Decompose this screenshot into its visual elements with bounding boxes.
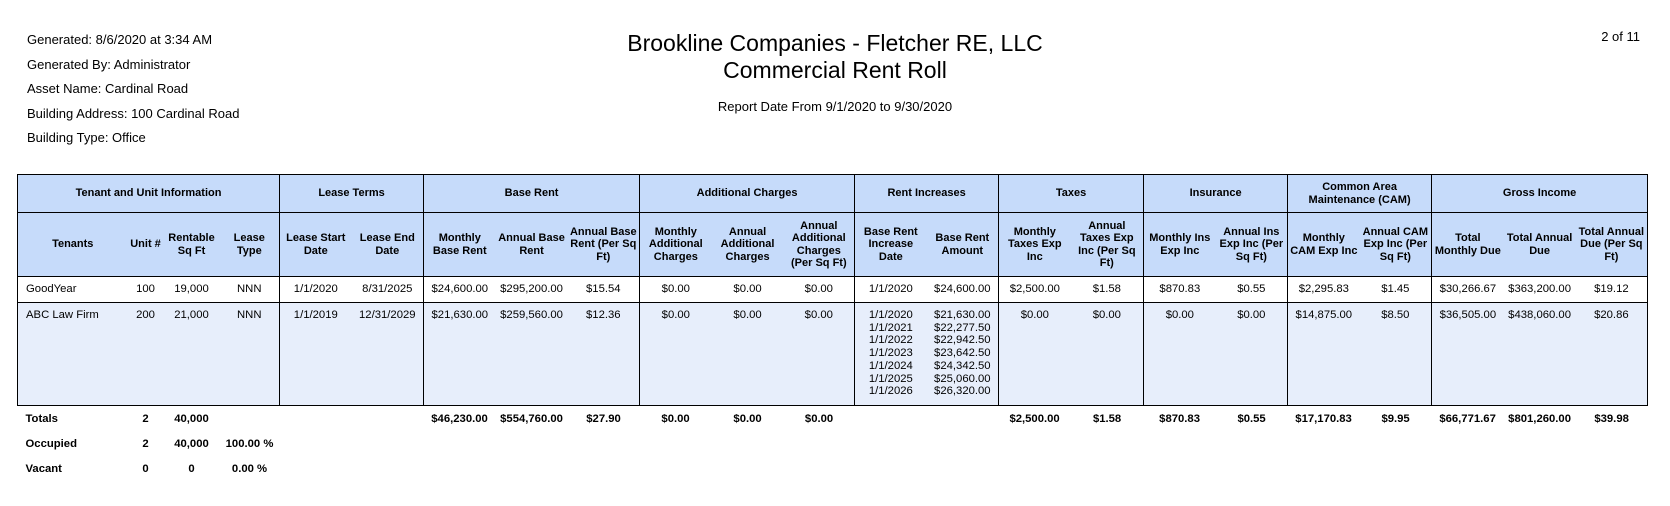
column-header: Base Rent Amount (927, 213, 999, 277)
summary-cell (712, 432, 784, 457)
rent-increase-entry: $24,342.50 (934, 359, 991, 372)
rent-increase-entry: $21,630.00 (934, 309, 991, 321)
column-header: Annual Base Rent (Per Sq Ft) (568, 213, 640, 277)
column-header: Rentable Sq Ft (164, 213, 220, 277)
summary-cell (568, 432, 640, 457)
table-cell: $0.55 (1216, 277, 1288, 303)
summary-cell (280, 432, 352, 457)
summary-cell: 40,000 (174, 413, 209, 425)
table-cell: $15.54 (568, 277, 640, 303)
summary-cell: 40,000 (174, 438, 209, 450)
table-cell: $1.45 (1360, 277, 1432, 303)
summary-row (18, 406, 1648, 433)
tenant-rows (18, 277, 1648, 406)
group-header: Base Rent (424, 175, 640, 213)
table-cell: $36,505.00 (1432, 303, 1504, 406)
table-cell: $0.00 (784, 277, 855, 303)
summary-cell (1216, 457, 1288, 482)
column-header: Annual Additional Charges (Per Sq Ft) (784, 213, 855, 277)
column-header: Total Annual Due (1504, 213, 1576, 277)
table-cell: $12.36 (568, 303, 640, 406)
summary-cell (1144, 457, 1216, 482)
column-header: Annual Base Rent (496, 213, 568, 277)
column-header: Total Monthly Due (1432, 213, 1504, 277)
group-header: Lease Terms (280, 175, 424, 213)
summary-cell (280, 406, 352, 433)
summary-cell: $1.58 (1092, 413, 1122, 425)
summary-cell (1216, 432, 1288, 457)
table-cell: 21,000 (164, 303, 220, 406)
column-header: Annual Taxes Exp Inc (Per Sq Ft) (1071, 213, 1144, 277)
column-header: Monthly Base Rent (424, 213, 496, 277)
group-header: Insurance (1144, 175, 1288, 213)
tenant-name: GoodYear (18, 277, 128, 303)
table-cell: NNN (220, 277, 280, 303)
summary-cell (496, 432, 568, 457)
summary-cell: $2,500.00 (1009, 413, 1060, 425)
table-cell: 1/1/2019 (280, 303, 352, 406)
summary-cell (999, 457, 1071, 482)
column-header-row (18, 213, 1648, 277)
summary-cell (784, 457, 855, 482)
summary-cell: $66,771.67 (1439, 413, 1496, 425)
column-header: Base Rent Increase Date (855, 213, 927, 277)
rent-increase-entry: $24,600.00 (934, 283, 991, 295)
group-header: Common Area Maintenance (CAM) (1288, 175, 1432, 213)
report-title: Commercial Rent Roll (723, 57, 947, 83)
summary-cell (640, 457, 712, 482)
column-header: Lease Type (220, 213, 280, 277)
column-header: Monthly Additional Charges (640, 213, 712, 277)
summary-cell (1144, 432, 1216, 457)
column-header: Tenants (18, 213, 128, 277)
table-cell: $20.86 (1576, 303, 1648, 406)
group-header: Gross Income (1432, 175, 1648, 213)
table-cell: $8.50 (1360, 303, 1432, 406)
summary-cell (1288, 457, 1360, 482)
asset-name: Asset Name: Cardinal Road (27, 81, 189, 96)
summary-cell (352, 457, 424, 482)
table-cell: $363,200.00 (1504, 277, 1576, 303)
table-cell (855, 303, 927, 406)
summary-cell: $0.00 (804, 413, 834, 425)
table-cell: $14,875.00 (1288, 303, 1360, 406)
summary-cell (1504, 457, 1576, 482)
summary-cell (999, 432, 1071, 457)
group-header: Rent Increases (855, 175, 999, 213)
table-cell: $0.00 (712, 277, 784, 303)
summary-cell: $554,760.00 (500, 413, 563, 425)
table-cell: $438,060.00 (1504, 303, 1576, 406)
summary-cell (927, 432, 999, 457)
rent-increase-entry: 1/1/2020 (868, 309, 913, 321)
summary-cell: $17,170.83 (1295, 413, 1352, 425)
summary-cell: 2 (142, 413, 149, 425)
summary-cell: $27.90 (586, 413, 621, 425)
column-header: Unit # (128, 213, 164, 277)
column-header: Monthly Ins Exp Inc (1144, 213, 1216, 277)
rent-increase-entry: 1/1/2025 (868, 372, 913, 385)
summary-cell (1432, 432, 1504, 457)
summary-label: Occupied (25, 438, 77, 450)
table-cell: 12/31/2029 (352, 303, 424, 406)
summary-cell: 0.00 % (231, 463, 268, 475)
summary-rows (18, 406, 1648, 483)
column-header: Annual Additional Charges (712, 213, 784, 277)
rent-increase-entry: $22,277.50 (934, 321, 991, 334)
summary-cell (1576, 457, 1648, 482)
rent-increase-entry: 1/1/2021 (868, 321, 913, 334)
table-cell: $19.12 (1576, 277, 1648, 303)
summary-cell (1071, 457, 1144, 482)
table-cell (855, 277, 927, 303)
summary-cell (855, 406, 927, 433)
summary-label: Vacant (25, 463, 62, 475)
summary-cell (1432, 457, 1504, 482)
column-header: Total Annual Due (Per Sq Ft) (1576, 213, 1648, 277)
rent-roll-table (17, 174, 1648, 482)
summary-cell (424, 432, 496, 457)
rent-increase-entry: 1/1/2024 (868, 359, 913, 372)
summary-label: Totals (25, 413, 58, 425)
summary-cell (712, 457, 784, 482)
summary-cell: $0.00 (661, 413, 690, 425)
table-cell (927, 303, 999, 406)
table-cell: $0.00 (712, 303, 784, 406)
table-cell: $0.00 (999, 303, 1071, 406)
table-row (18, 303, 1648, 406)
group-header-row (18, 175, 1648, 213)
table-cell: $0.00 (640, 303, 712, 406)
summary-cell (352, 406, 424, 433)
summary-cell (1504, 432, 1576, 457)
summary-cell: 0 (142, 463, 149, 475)
table-cell: $0.00 (784, 303, 855, 406)
summary-cell (784, 432, 855, 457)
rent-increase-entry: 1/1/2022 (868, 334, 913, 347)
company-name: Brookline Companies - Fletcher RE, LLC (627, 30, 1043, 56)
summary-cell (1071, 432, 1144, 457)
table-cell: $0.00 (1216, 303, 1288, 406)
page-number: 2 of 11 (1601, 29, 1640, 44)
summary-cell: $46,230.00 (431, 413, 488, 425)
table-cell: 8/31/2025 (352, 277, 424, 303)
group-header: Additional Charges (640, 175, 855, 213)
table-cell: 200 (128, 303, 164, 406)
summary-cell (352, 432, 424, 457)
summary-cell: 0 (188, 463, 195, 475)
summary-cell: 2 (142, 438, 149, 450)
summary-cell (280, 457, 352, 482)
table-cell: $0.00 (1071, 303, 1144, 406)
summary-cell (1360, 457, 1432, 482)
table-cell: $870.83 (1144, 277, 1216, 303)
summary-row (18, 457, 1648, 482)
rent-increase-entry: $25,060.00 (934, 372, 991, 385)
table-row (18, 277, 1648, 303)
rent-increase-entry: $26,320.00 (934, 385, 991, 398)
rent-increase-entry: 1/1/2020 (868, 283, 913, 295)
summary-cell (220, 406, 280, 433)
table-cell: 100 (128, 277, 164, 303)
summary-cell (1360, 432, 1432, 457)
column-header: Lease Start Date (280, 213, 352, 277)
rent-increase-entry: 1/1/2023 (868, 347, 913, 360)
summary-cell: $39.98 (1594, 413, 1629, 425)
rent-increase-entry: 1/1/2026 (868, 385, 913, 398)
summary-cell (855, 457, 927, 482)
table-cell: $0.00 (1144, 303, 1216, 406)
column-header: Annual CAM Exp Inc (Per Sq Ft) (1360, 213, 1432, 277)
tenant-name: ABC Law Firm (18, 303, 128, 406)
report-date-range: Report Date From 9/1/2020 to 9/30/2020 (717, 99, 953, 114)
summary-row (18, 432, 1648, 457)
table-cell: NNN (220, 303, 280, 406)
summary-cell: $0.55 (1237, 413, 1266, 425)
summary-cell: 100.00 % (225, 438, 274, 450)
building-address: Building Address: 100 Cardinal Road (27, 105, 240, 121)
table-cell: $295,200.00 (496, 277, 568, 303)
group-header: Taxes (999, 175, 1144, 213)
generated-date: Generated: 8/6/2020 at 3:34 AM (27, 32, 213, 47)
table-cell: $2,295.83 (1288, 277, 1360, 303)
table-cell: $2,500.00 (999, 277, 1071, 303)
table-cell: $0.00 (640, 277, 712, 303)
summary-cell (855, 432, 927, 457)
summary-cell: $0.00 (733, 413, 762, 425)
column-header: Monthly CAM Exp Inc (1288, 213, 1360, 277)
building-type: Building Type: Office (27, 130, 146, 145)
generated-by: Generated By: Administrator (27, 56, 191, 72)
column-header: Monthly Taxes Exp Inc (999, 213, 1071, 277)
summary-cell: $801,260.00 (1508, 413, 1571, 425)
summary-cell (1576, 432, 1648, 457)
column-header: Annual Ins Exp Inc (Per Sq Ft) (1216, 213, 1288, 277)
group-header: Tenant and Unit Information (18, 175, 280, 213)
summary-cell (424, 457, 496, 482)
summary-cell: $870.83 (1159, 413, 1200, 425)
summary-cell (1288, 432, 1360, 457)
table-cell (927, 277, 999, 303)
summary-cell (496, 457, 568, 482)
table-cell: $24,600.00 (424, 277, 496, 303)
rent-increase-entry: $23,642.50 (934, 347, 991, 360)
summary-cell (927, 406, 999, 433)
table-cell: 1/1/2020 (280, 277, 352, 303)
summary-cell (927, 457, 999, 482)
table-cell: $259,560.00 (496, 303, 568, 406)
table-cell: 19,000 (164, 277, 220, 303)
summary-cell (568, 457, 640, 482)
summary-cell (640, 432, 712, 457)
column-header: Lease End Date (352, 213, 424, 277)
table-cell: $30,266.67 (1432, 277, 1504, 303)
table-cell: $1.58 (1071, 277, 1144, 303)
table-cell: $21,630.00 (424, 303, 496, 406)
summary-cell: $9.95 (1381, 413, 1410, 425)
rent-increase-entry: $22,942.50 (934, 334, 991, 347)
